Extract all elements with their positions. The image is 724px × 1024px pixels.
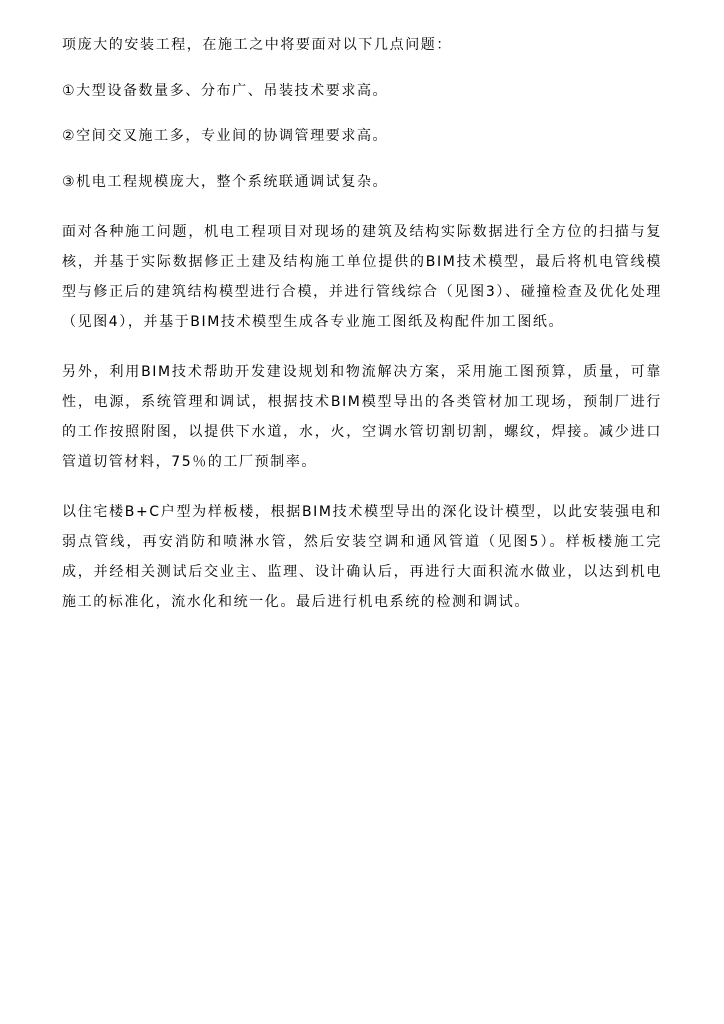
paragraph-bim-logistics: 另外，利用BIM技术帮助开发建设规划和物流解决方案，采用施工图预算，质量，可靠性，电源，系统管理和调试，根据技术BIM模型导出的各类管材加工现场，预制厂进行的工作按照附图，以提供下水道，水，火，空调水管切割切割，螺纹，焊接。减少进口管道切管材料，75％的工厂预制率。 <box>62 364 662 470</box>
paragraph-issue-2: ②空间交叉施工多，专业间的协调管理要求高。 <box>62 128 389 144</box>
paragraph-sample-building: 以住宅楼B+C户型为样板楼，根据BIM技术模型导出的深化设计模型，以此安装强电和弱点管线，再安消防和喷淋水管，然后安装空调和通风管道（见图5）。样板楼施工完成，并经相关测试后交业主、监理、设计确认后，再进行大面积流水做业，以达到机电施工的标准化，流水化和统一化。最后进行机电系统的检测和调试。 <box>62 504 662 610</box>
paragraph-issue-1: ①大型设备数量多、分布广、吊装技术要求高。 <box>62 83 389 99</box>
paragraph-bim-scan: 面对各种施工问题，机电工程项目对现场的建筑及结构实际数据进行全方位的扫描与复核，并基于实际数据修正土建及结构施工单位提供的BIM技术模型，最后将机电管线模型与修正后的建筑结构模型进行合模，并进行管线综合（见图3）、碰撞检查及优化处理（见图4），并基于BIM技术模型生成各专业施工图纸及构配件加工图纸。 <box>62 224 662 330</box>
paragraph-issue-3: ③机电工程规模庞大，整个系统联通调试复杂。 <box>62 174 389 190</box>
paragraph-intro: 项庞大的安装工程，在施工之中将要面对以下几点问题： <box>62 37 452 53</box>
